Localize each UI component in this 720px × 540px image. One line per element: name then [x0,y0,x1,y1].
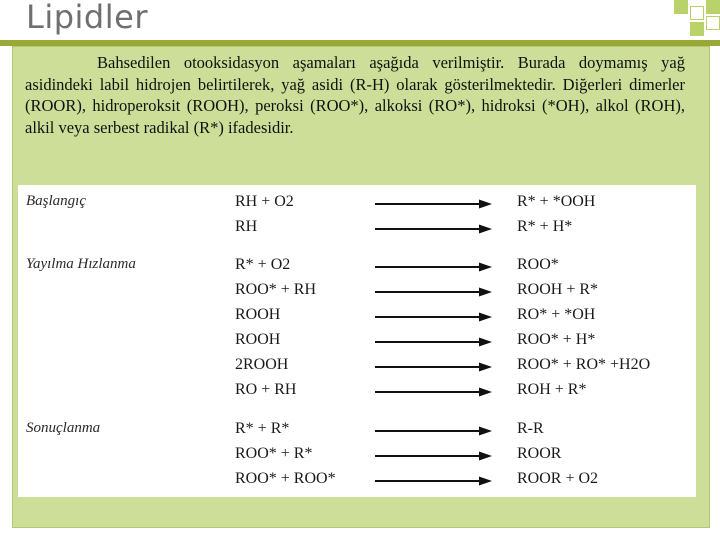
reaction-scheme [18,185,696,497]
reaction-rhs: ROO* [517,256,559,273]
reaction-lhs: ROO* + ROO* [235,470,336,487]
reaction-rhs: ROOH + R* [517,281,599,298]
reaction-lhs: ROO* + R* [235,445,313,462]
reaction-rhs: ROO* + H* [517,331,596,348]
arrow-icon [375,224,492,234]
reaction-lhs: 2ROOH [235,356,289,373]
arrow-icon [375,262,492,272]
arrow-icon [375,199,492,209]
reaction-arrow [375,262,492,272]
reaction-rhs: ROH + R* [517,381,587,398]
arrow-icon [375,287,492,297]
reaction-rhs: R* + H* [517,218,573,235]
arrow-icon [375,312,492,322]
reaction-lhs: R* + O2 [235,256,291,273]
reaction-lhs: R* + R* [235,420,290,437]
stage-label-propagation: Yayılma Hızlanma [26,256,136,272]
arrow-icon [375,476,492,486]
reaction-lhs: RH [235,218,258,235]
reaction-arrow [375,312,492,322]
reaction-rhs: R* + *OOH [517,193,596,210]
intro-paragraph [25,52,685,138]
reaction-arrow [375,426,492,436]
arrow-icon [375,337,492,347]
slide-header [0,0,720,40]
reaction-arrow [375,224,492,234]
stage-label-termination: Sonuçlanma [26,420,101,436]
reaction-arrow [375,362,492,372]
reaction-arrow [375,337,492,347]
reaction-arrow [375,387,492,397]
reaction-arrow [375,451,492,461]
reaction-rhs: R-R [517,420,544,437]
arrow-icon [375,426,492,436]
reaction-lhs: RH + O2 [235,193,294,210]
decorative-squares [666,0,720,40]
reaction-arrow [375,476,492,486]
reaction-rhs: ROOR + O2 [517,470,599,487]
reaction-rhs: ROO* + RO* +H2O [517,356,651,373]
reaction-lhs: ROO* + RH [235,281,317,298]
reaction-arrow [375,287,492,297]
reaction-lhs: ROOH [235,331,281,348]
reaction-rhs: ROOR [517,445,562,462]
arrow-icon [375,387,492,397]
reaction-lhs: RO + RH [235,381,297,398]
reaction-arrow [375,199,492,209]
slide-title: Lipidler [26,0,148,36]
reaction-lhs: ROOH [235,306,281,323]
arrow-icon [375,451,492,461]
intro-text: Bahsedilen otooksidasyon aşamaları aşağıda verilmiştir. Burada doymamış yağ asidindeki labil hidrojen belirtilerek, yağ asidi (R-H) olarak gösterilmektedir. Diğerleri dimerler (ROOR), hidroperoksit (ROOH), peroksi (ROO*), alkoksi (RO*), hidroksi (*OH), alkol (ROH), alkil veya serbest radikal (R*) ifadesidir. [25,53,685,137]
stage-label-initiation: Başlangıç [26,193,86,209]
reaction-rhs: RO* + *OH [517,306,596,323]
arrow-icon [375,362,492,372]
